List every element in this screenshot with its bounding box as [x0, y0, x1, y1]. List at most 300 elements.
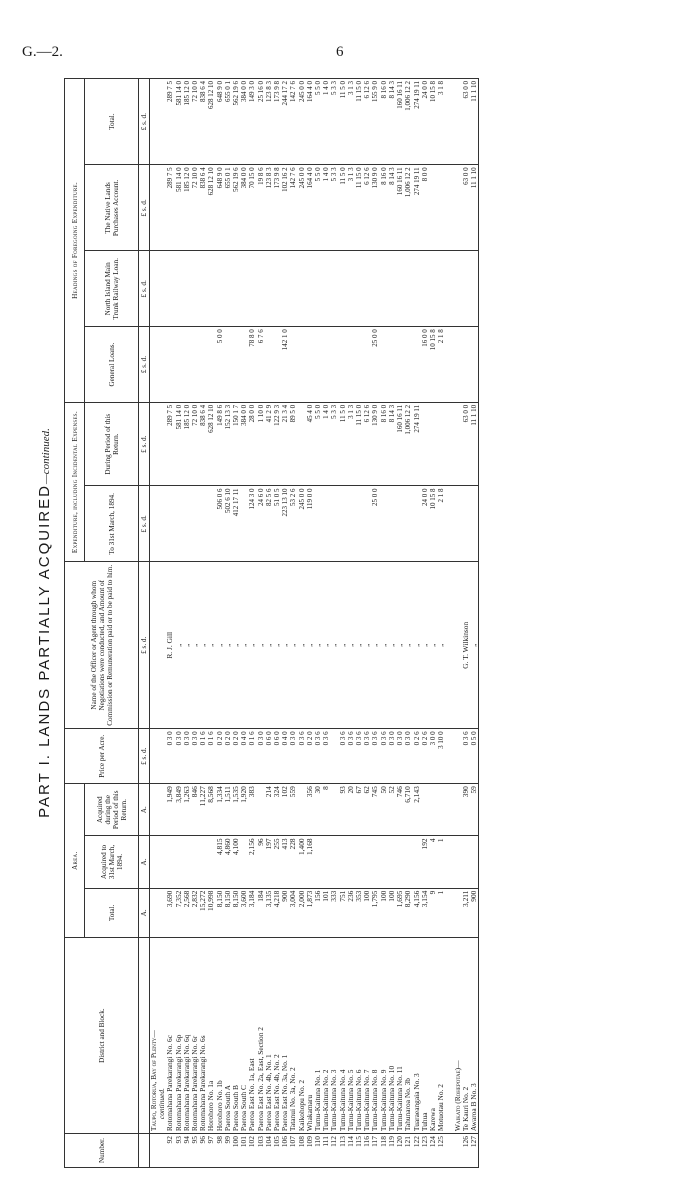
cell-ep	[437, 402, 445, 486]
cell-t: 156	[314, 888, 322, 938]
cell-d: Paeroa East No. 3a, No. 1	[281, 938, 289, 1134]
cell-p: 0 6 0	[265, 729, 273, 784]
table-row	[298, 79, 306, 1168]
cell-gl: 2 1 8	[437, 327, 445, 403]
table-row	[462, 79, 470, 1168]
cell-gl	[413, 327, 421, 403]
cell-d: Motuotau No. 2	[437, 938, 445, 1134]
cell-nl: 562 19 6	[232, 165, 240, 251]
cell-tot: 160 16 11	[396, 79, 404, 165]
cell-gl	[363, 327, 371, 403]
cell-nl: 838 6 4	[199, 165, 207, 251]
cell-t: 10,998	[207, 888, 215, 938]
table-row	[166, 79, 174, 1168]
cell-e94	[355, 486, 363, 562]
cell-t: 1,695	[396, 888, 404, 938]
cell-e94: 506 0 6	[216, 486, 224, 562]
cell-t: 9	[429, 888, 437, 938]
cell-tot: 3 1 8	[437, 79, 445, 165]
cell-n: 119	[388, 1134, 396, 1168]
cell-e94	[240, 486, 248, 562]
cell-p: 0 2 0	[232, 729, 240, 784]
cell-d: Kaikohopu No. 2	[298, 938, 306, 1134]
cell-nl	[429, 165, 437, 251]
cell-ap: 67	[355, 784, 363, 836]
cell-a94	[175, 836, 183, 888]
cell-ep: 89 5 0	[289, 402, 297, 486]
cell-t: 900	[281, 888, 289, 938]
cell-p: 0 1 6	[248, 729, 256, 784]
cell-a94: 197	[265, 836, 273, 888]
cell-e94: 223 13 10	[281, 486, 289, 562]
cell-gl	[273, 327, 281, 403]
cell-p: 0 3 0	[257, 729, 265, 784]
cell-ep: 72 10 0	[191, 402, 199, 486]
cell-p: 3 0 0	[429, 729, 437, 784]
cell-n: 108	[298, 1134, 306, 1168]
table-row	[216, 79, 224, 1168]
section-subheading-row	[158, 79, 166, 1168]
cell-ni	[183, 251, 191, 327]
cell-d: Awaroa B No. 3	[470, 938, 479, 1134]
cell-ap: 59	[470, 784, 479, 836]
cell-a94	[199, 836, 207, 888]
cell-p: 0 6 0	[273, 729, 281, 784]
cell-n: 92	[166, 1134, 174, 1168]
cell-gl	[396, 327, 404, 403]
cell-o: „	[388, 562, 396, 729]
cell-tot: 838 6 4	[199, 79, 207, 165]
cell-ni	[371, 251, 379, 327]
cell-e94	[380, 486, 388, 562]
cell-n: 122	[413, 1134, 421, 1168]
cell-ni	[265, 251, 273, 327]
cell-o: „	[306, 562, 314, 729]
cell-ap: 52	[388, 784, 396, 836]
cell-e94: 10 15 8	[429, 486, 437, 562]
table-row	[380, 79, 388, 1168]
unit-label: £ s. d.	[139, 327, 150, 403]
cell-nl: 19 8 6	[257, 165, 265, 251]
cell-gl	[232, 327, 240, 403]
cell-e94: 412 17 11	[232, 486, 240, 562]
cell-t: 7,352	[175, 888, 183, 938]
cell-tot: 8 14 3	[388, 79, 396, 165]
section-heading-row	[150, 79, 159, 1168]
table-row	[257, 79, 265, 1168]
cell-n: 103	[257, 1134, 265, 1168]
cell-t: 1	[437, 888, 445, 938]
cell-d: Rotomahana Parekarangi No. 6p	[175, 938, 183, 1134]
cell-gl: 78 8 0	[248, 327, 256, 403]
cell-o: „	[404, 562, 412, 729]
cell-d: Rotomahana Parekarangi No. 6q	[183, 938, 191, 1134]
cell-t: 8,150	[232, 888, 240, 938]
col-acquired-period: Acquired during the Period of this Return.	[85, 784, 139, 836]
cell-ap	[429, 784, 437, 836]
cell-ep: 122 9 3	[273, 402, 281, 486]
cell-n: 121	[404, 1134, 412, 1168]
cell-a94: 4,860	[224, 836, 232, 888]
cell-d: Tumu-Kaituna No. 4	[339, 938, 347, 1134]
cell-ep: 149 8 6	[216, 402, 224, 486]
cell-d: Tumu-Kaituna No. 3	[330, 938, 338, 1134]
cell-ap: 324	[273, 784, 281, 836]
cell-nl: 289 7 5	[166, 165, 174, 251]
cell-n: 96	[199, 1134, 207, 1168]
table-title-main: PART I. LANDS PARTIALLY ACQUIRED	[36, 484, 53, 818]
cell-ni	[273, 251, 281, 327]
cell-ni	[413, 251, 421, 327]
table-row	[322, 79, 330, 1168]
cell-n: 125	[437, 1134, 445, 1168]
cell-p: 0 3 6	[314, 729, 322, 784]
cell-ni	[388, 251, 396, 327]
table-row	[429, 79, 437, 1168]
cell-o: „	[207, 562, 215, 729]
cell-n: 117	[371, 1134, 379, 1168]
cell-gl	[339, 327, 347, 403]
cell-ni	[224, 251, 232, 327]
cell-tot: 648 9 0	[216, 79, 224, 165]
cell-a94: 413	[281, 836, 289, 888]
cell-nl: 11 5 0	[339, 165, 347, 251]
cell-ap: 214	[265, 784, 273, 836]
cell-ni	[199, 251, 207, 327]
cell-t: 3,690	[166, 888, 174, 938]
cell-ep: 1,006 12 2	[404, 402, 412, 486]
cell-gl	[355, 327, 363, 403]
cell-p: 0 4 0	[240, 729, 248, 784]
cell-e94	[175, 486, 183, 562]
cell-d: Tumu-Kaituna No. 10	[388, 938, 396, 1134]
cell-ni	[207, 251, 215, 327]
cell-ep: 5 5 0	[314, 402, 322, 486]
cell-n: 123	[421, 1134, 429, 1168]
cell-nl: 3 1 3	[347, 165, 355, 251]
cell-tot: 155 9 0	[371, 79, 379, 165]
cell-ni	[363, 251, 371, 327]
col-general-loans: General Loans.	[85, 327, 139, 403]
cell-d: Paeroa East No. 4b, No. 2	[273, 938, 281, 1134]
cell-ni	[314, 251, 322, 327]
cell-a94	[355, 836, 363, 888]
cell-e94: 119 0 0	[306, 486, 314, 562]
cell-t: 100	[388, 888, 396, 938]
cell-ep: 28 0 0	[248, 402, 256, 486]
table-row	[183, 79, 191, 1168]
cell-p: 0 3 6	[363, 729, 371, 784]
table-row	[289, 79, 297, 1168]
cell-o: „	[322, 562, 330, 729]
cell-d: Tumu-Kaituna No. 6	[355, 938, 363, 1134]
cell-a94	[388, 836, 396, 888]
cell-p: 0 3 6	[347, 729, 355, 784]
cell-a94: 1,168	[306, 836, 314, 888]
table-row	[396, 79, 404, 1168]
cell-d: Te Kauri No. 2	[462, 938, 470, 1134]
cell-gl	[191, 327, 199, 403]
cell-ep: 8 14 3	[388, 402, 396, 486]
cell-gl	[330, 327, 338, 403]
cell-gl: 5 0 0	[216, 327, 224, 403]
cell-e94	[207, 486, 215, 562]
cell-n: 110	[314, 1134, 322, 1168]
cell-e94	[199, 486, 207, 562]
cell-n: 93	[175, 1134, 183, 1168]
cell-e94: 124 3 0	[248, 486, 256, 562]
cell-e94	[388, 486, 396, 562]
cell-ap: 745	[371, 784, 379, 836]
cell-e94: 502 6 10	[224, 486, 232, 562]
lands-table	[64, 78, 479, 1168]
cell-ni	[175, 251, 183, 327]
cell-nl: 5 3 3	[330, 165, 338, 251]
cell-e94	[339, 486, 347, 562]
table-row	[232, 79, 240, 1168]
cell-e94	[314, 486, 322, 562]
cell-d: Paeroa East No. 2a, East, Section 2	[257, 938, 265, 1134]
cell-p: 0 3 0	[166, 729, 174, 784]
cell-n: 120	[396, 1134, 404, 1168]
cell-o: G. T. Wilkinson	[462, 562, 470, 729]
cell-tot: 5 5 0	[314, 79, 322, 165]
cell-ni	[191, 251, 199, 327]
cell-a94	[404, 836, 412, 888]
cell-a94: 1,400	[298, 836, 306, 888]
cell-tot: 5 3 3	[330, 79, 338, 165]
table-row	[199, 79, 207, 1168]
cell-n: 126	[462, 1134, 470, 1168]
cell-t: 4,156	[413, 888, 421, 938]
cell-d: Horohoro No. 1a	[207, 938, 215, 1134]
cell-tot: 245 0 0	[298, 79, 306, 165]
cell-nl: 245 0 0	[298, 165, 306, 251]
cell-d: Tumu-Kaituna No. 2	[322, 938, 330, 1134]
page-label: G.—2.	[22, 44, 63, 60]
table-row	[347, 79, 355, 1168]
cell-e94	[347, 486, 355, 562]
cell-n: 94	[183, 1134, 191, 1168]
cell-o: „	[183, 562, 191, 729]
table-row	[224, 79, 232, 1168]
cell-gl	[224, 327, 232, 403]
cell-nl	[437, 165, 445, 251]
cell-d: Rotomahana Parekarangi No. 6c	[166, 938, 174, 1134]
table-row	[330, 79, 338, 1168]
cell-nl: 173 9 8	[273, 165, 281, 251]
cell-tot: 11 1 10	[470, 79, 479, 165]
cell-nl: 11 15 0	[355, 165, 363, 251]
cell-n: 99	[224, 1134, 232, 1168]
cell-gl	[265, 327, 273, 403]
cell-o: „	[363, 562, 371, 729]
cell-ap	[421, 784, 429, 836]
cell-o: „	[216, 562, 224, 729]
cell-ni	[437, 251, 445, 327]
cell-e94: 25 0 0	[371, 486, 379, 562]
cell-d: Tumu-Kaituna No. 9	[380, 938, 388, 1134]
cell-ni	[429, 251, 437, 327]
table-row	[175, 79, 183, 1168]
cell-nl: 63 0 0	[462, 165, 470, 251]
cell-nl: 655 0 1	[224, 165, 232, 251]
cell-a94	[330, 836, 338, 888]
cell-n: 118	[380, 1134, 388, 1168]
cell-tot: 8 16 0	[380, 79, 388, 165]
cell-o: „	[421, 562, 429, 729]
table-row	[281, 79, 289, 1168]
cell-d: Paeroa East No. 4b, No. 1	[265, 938, 273, 1134]
table-row	[413, 79, 421, 1168]
cell-a94: 228	[289, 836, 297, 888]
col-during-period: During Period of this Return.	[85, 402, 139, 486]
cell-e94	[404, 486, 412, 562]
cell-gl	[388, 327, 396, 403]
cell-ni	[240, 251, 248, 327]
cell-t: 3,004	[289, 888, 297, 938]
cell-o: „	[380, 562, 388, 729]
cell-t: 751	[339, 888, 347, 938]
section-heading-text: Waikato (Rohepotae)—	[452, 1060, 462, 1132]
cell-ep: 21 3 4	[281, 402, 289, 486]
cell-a94: 1	[437, 836, 445, 888]
cell-o: „	[470, 562, 479, 729]
cell-ep: 289 7 5	[166, 402, 174, 486]
cell-p: 0 5 0	[470, 729, 479, 784]
cell-ap: 559	[289, 784, 297, 836]
cell-p: 0 2 6	[421, 729, 429, 784]
cell-t: 333	[330, 888, 338, 938]
cell-nl: 581 14 0	[175, 165, 183, 251]
cell-ap: 1,511	[224, 784, 232, 836]
cell-gl: 25 0 0	[371, 327, 379, 403]
cell-p: 0 3 0	[396, 729, 404, 784]
cell-t: 3,184	[248, 888, 256, 938]
cell-ni	[281, 251, 289, 327]
cell-p: 0 3 6	[462, 729, 470, 784]
cell-ni	[470, 251, 479, 327]
cell-a94	[371, 836, 379, 888]
table-row	[240, 79, 248, 1168]
cell-t: 101	[322, 888, 330, 938]
cell-tot: 1,006 12 2	[404, 79, 412, 165]
cell-a94	[314, 836, 322, 888]
cell-e94: 24 6 0	[257, 486, 265, 562]
cell-tot: 164 4 0	[306, 79, 314, 165]
cell-ep: 1 4 0	[322, 402, 330, 486]
cell-ap: 11,227	[199, 784, 207, 836]
cell-ep: 274 19 11	[413, 402, 421, 486]
cell-d: Rotomahana Parekarangi No. 6r	[191, 938, 199, 1134]
cell-ni	[380, 251, 388, 327]
cell-ap: 1,949	[166, 784, 174, 836]
cell-t: 8,150	[216, 888, 224, 938]
cell-o: „	[265, 562, 273, 729]
cell-ep: 160 16 11	[396, 402, 404, 486]
col-area-total: Total.	[85, 888, 139, 938]
cell-p: 0 3 6	[371, 729, 379, 784]
cell-ap: 1,334	[216, 784, 224, 836]
cell-e94	[396, 486, 404, 562]
cell-p: 0 2 0	[306, 729, 314, 784]
cell-a94: 4	[429, 836, 437, 888]
col-number: Number.	[65, 1134, 139, 1168]
cell-gl	[207, 327, 215, 403]
unit-label: £ s. d.	[139, 251, 150, 327]
cell-ep: 8 16 0	[380, 402, 388, 486]
cell-t: 353	[355, 888, 363, 938]
cell-d: Rotomahana Parekarangi No. 6s	[199, 938, 207, 1134]
cell-t: 2,568	[183, 888, 191, 938]
cell-e94: 82 5 6	[265, 486, 273, 562]
cell-tot: 274 19 11	[413, 79, 421, 165]
cell-ni	[396, 251, 404, 327]
col-price: Price per Acre.	[65, 729, 139, 784]
cell-p: 0 2 0	[224, 729, 232, 784]
cell-gl	[347, 327, 355, 403]
cell-e94	[322, 486, 330, 562]
cell-nl: 164 4 0	[306, 165, 314, 251]
cell-p: 0 3 0	[183, 729, 191, 784]
cell-o: „	[232, 562, 240, 729]
cell-e94: 53 2 6	[289, 486, 297, 562]
cell-n: 124	[429, 1134, 437, 1168]
cell-t: 15,272	[199, 888, 207, 938]
cell-tot: 10 15 8	[429, 79, 437, 165]
table-row	[273, 79, 281, 1168]
cell-tot: 173 9 8	[273, 79, 281, 165]
cell-d: Tuhua	[421, 938, 429, 1134]
cell-o: „	[298, 562, 306, 729]
cell-nl: 123 8 3	[265, 165, 273, 251]
cell-nl: 648 9 0	[216, 165, 224, 251]
cell-ni	[421, 251, 429, 327]
cell-t: 8,290	[404, 888, 412, 938]
cell-tot: 1 4 0	[322, 79, 330, 165]
cell-d: Tumu-Kaituna No. 5	[347, 938, 355, 1134]
cell-gl	[175, 327, 183, 403]
section-subheading: continued.	[158, 938, 166, 1134]
cell-d: Horohoro No. 1b	[216, 938, 224, 1134]
cell-a94	[462, 836, 470, 888]
cell-a94	[183, 836, 191, 888]
cell-ep: 6 12 6	[363, 402, 371, 486]
cell-ep: 628 12 10	[207, 402, 215, 486]
table-row	[371, 79, 379, 1168]
cell-ep	[298, 402, 306, 486]
cell-ni	[216, 251, 224, 327]
cell-nl: 142 7 6	[289, 165, 297, 251]
col-expenditure: Expenditure, including Incidental Expenses.	[65, 402, 85, 561]
table-row	[355, 79, 363, 1168]
cell-p	[330, 729, 338, 784]
cell-tot: 244 17 2	[281, 79, 289, 165]
cell-ep: 384 0 0	[240, 402, 248, 486]
cell-t: 2,000	[298, 888, 306, 938]
cell-nl: 130 9 0	[371, 165, 379, 251]
cell-o: „	[330, 562, 338, 729]
unit-label: £ s. d.	[139, 402, 150, 486]
col-district: District and Block.	[65, 938, 139, 1134]
cell-t: 900	[470, 888, 479, 938]
cell-o: „	[240, 562, 248, 729]
unit-label: A.	[139, 888, 150, 938]
cell-gl	[183, 327, 191, 403]
table-row	[404, 79, 412, 1168]
cell-n: 102	[248, 1134, 256, 1168]
cell-ap: 6,710	[404, 784, 412, 836]
